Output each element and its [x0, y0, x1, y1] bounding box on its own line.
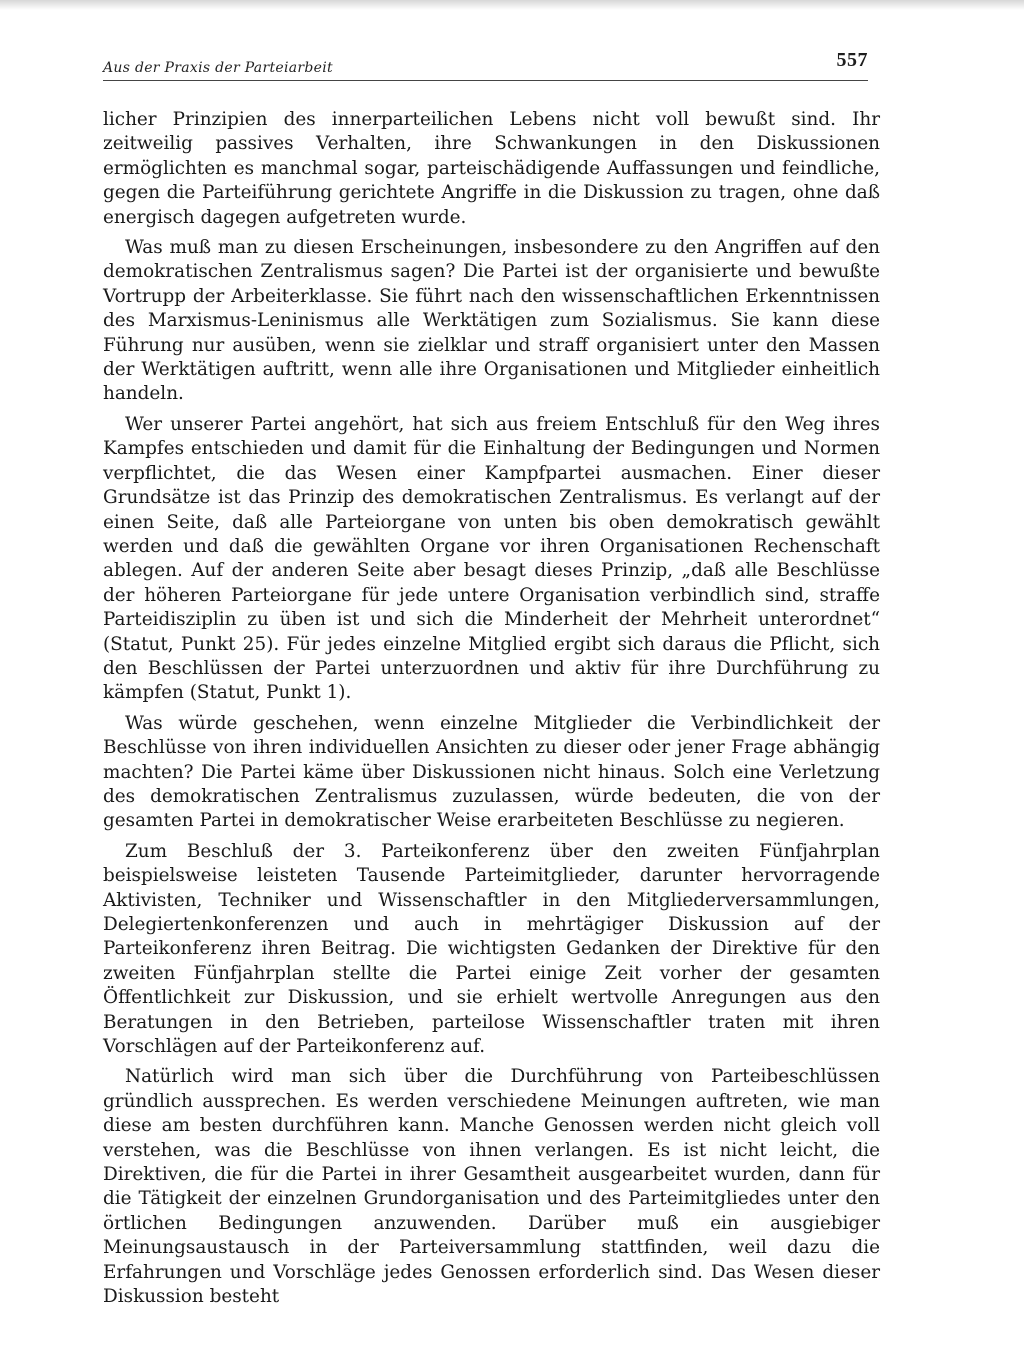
- header-rule: [103, 80, 868, 81]
- paragraph-continued: licher Prinzipien des innerparteilichen Lebens nicht voll bewußt sind. Ihr zeitweilig passives Verhalten, ihre Schwankungen in den Diskussionen ermöglichten es manchmal sogar, parteischädigende Auffassungen und feindliche, gegen die Parteiführung gerichtete Angriffe in die Diskussion zu tragen, ohne daß energisch dagegen aufgetreten wurde.: [103, 109, 880, 228]
- body-text: [103, 108, 880, 1310]
- paragraph: Zum Beschluß der 3. Parteikonferenz über den zweiten Fünfjahrplan beispielsweise leisteten Tausende Parteimitglieder, darunter hervorragende Aktivisten, Techniker und Wissenschaftler in den Mitgliederversammlungen, Delegiertenkonferenzen und auch in mehrtägiger Diskussion auf der Parteikonferenz ihren Beitrag. Die wichtigsten Gedanken der Direktive für den zweiten Fünfjahrplan stellte die Partei einige Zeit vorher der gesamten Öffentlichkeit zur Diskussion, und sie erhielt wertvolle Anregungen aus den Beratungen in den Betrieben, parteilose Wissenschaftler traten mit ihren Vorschlägen auf der Parteikonferenz auf.: [103, 840, 880, 1058]
- running-head: Aus der Praxis der Parteiarbeit: [103, 60, 333, 76]
- scan-edge-shadow: [0, 0, 1024, 10]
- page-header: [103, 46, 868, 78]
- paragraph: Was muß man zu diesen Erscheinungen, insbesondere zu den Angriffen auf den demokratischen Zentralismus sagen? Die Partei ist der organisierte und bewußte Vortrupp der Arbeiterklasse. Sie führt nach den wissenschaftlichen Erkenntnissen des Marxismus-Leninismus alle Werktätigen zum Sozialismus. Sie kann diese Führung nur ausüben, wenn sie zielklar und straff organisiert unter den Massen der Werktätigen auftritt, wenn alle ihre Organisationen und Mitglieder einheitlich handeln.: [103, 237, 880, 405]
- paragraph: Wer unserer Partei angehört, hat sich aus freiem Entschluß für den Weg ihres Kampfes entschieden und damit für die Einhaltung der Bedingungen und Normen verpflichtet, die das Wesen einer Kampfpartei ausmachen. Einer dieser Grundsätze ist das Prinzip des demokratischen Zentralismus. Es verlangt auf der einen Seite, daß alle Parteiorgane von unten bis oben demokratisch gewählt werden und daß die gewählten Organe vor ihren Organisationen Rechenschaft ablegen. Auf der anderen Seite aber besagt dieses Prinzip, „daß alle Beschlüsse der höheren Parteiorgane für jede untere Organisation verbindlich sind, straffe Parteidisziplin zu üben ist und sich die Minderheit der Mehrheit unterordnet“ (Statut, Punkt 25). Für jedes einzelne Mitglied ergibt sich daraus die Pflicht, sich den Beschlüssen der Partei unterzuordnen und aktiv für ihre Durchführung zu kämpfen (Statut, Punkt 1).: [103, 413, 880, 704]
- paragraph: Natürlich wird man sich über die Durchführung von Parteibeschlüssen gründlich aussprechen. Es werden verschiedene Meinungen auftreten, wie man diese am besten durchführen kann. Manche Genossen werden nicht gleich voll verstehen, was die Beschlüsse von ihnen verlangen. Es ist nicht leicht, die Direktiven, die für die Partei in ihrer Gesamtheit ausgearbeitet wurden, dann für die Tätigkeit der einzelnen Grundorganisation und des Parteimitgliedes unter den örtlichen Bedingungen anzuwenden. Darüber muß ein ausgiebiger Meinungsaustausch in der Parteiversammlung stattfinden, weil dazu die Erfahrungen und Vorschläge jedes Genossen erforderlich sind. Das Wesen dieser Diskussion besteht: [103, 1066, 880, 1308]
- page-number: 557: [836, 49, 868, 71]
- paragraph: Was würde geschehen, wenn einzelne Mitglieder die Verbindlichkeit der Beschlüsse von ihren individuellen Ansichten zu dieser oder jener Frage abhängig machten? Die Partei käme über Diskussionen nicht hinaus. Solch eine Verletzung des demokratischen Zentralismus zuzulassen, würde bedeuten, die von der gesamten Partei in demokratischer Weise erarbeiteten Beschlüsse zu negieren.: [103, 712, 880, 832]
